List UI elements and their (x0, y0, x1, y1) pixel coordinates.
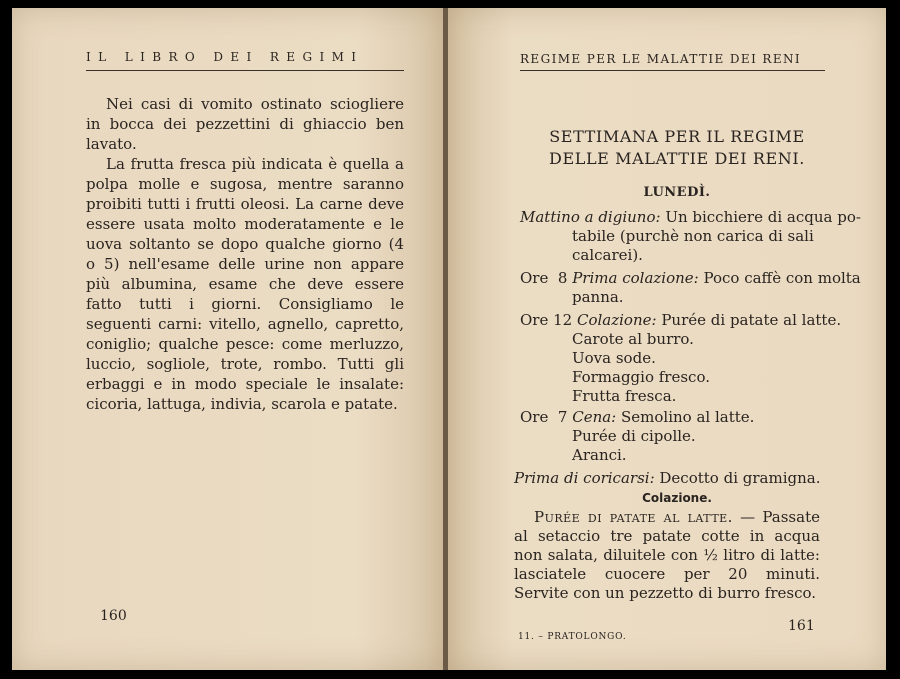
meal-ore-7 (520, 408, 754, 427)
header-rule-left (86, 70, 404, 71)
meal-ore-8 (520, 269, 861, 288)
meal-ore-8-cont: panna. (572, 288, 624, 306)
paragraph: Nei casi di vomito ostinato sciogliere in bocca dei pezzettini di ghiaccio ben lavato. (86, 95, 404, 153)
meal-time: Ore 8 (520, 269, 568, 287)
meal-label: Prima colazione: (572, 269, 699, 287)
paragraph: La frutta fresca più indicata è quella a polpa molle e sugosa, mentre saranno proibiti tutti i frutti oleosi. La carne deve essere usata molto moderatamente e le uova soltanto se dopo qualche giorno (4 o 5) nell'esame delle urine non appare più albumina, esame che deve essere fatto tutti i giorni. Consigliamo le seguenti carni: vitello, agnello, capretto, coniglio; qualche pesce: come merluzzo, luccio, sogliole, trote, rombo. Tutti gli erbaggi e in modo speciale le insalate: cicoria, lattuga, indivia, scarola e patate. (86, 155, 404, 413)
menu-item: Semolino al latte. (621, 408, 755, 426)
day-heading: LUNEDÌ. (643, 185, 711, 200)
header-rule-right (520, 70, 825, 71)
running-header-left: IL LIBRO DEI REGIMI (86, 50, 364, 64)
meal-label: Cena: (572, 408, 617, 426)
printer-signature: 11. – PRATOLONGO. (518, 632, 627, 642)
meal-label: Mattino a digiuno: (520, 208, 661, 226)
menu-item: Purée di cipolle. (572, 427, 696, 445)
meal-text: Decotto di gramigna. (659, 469, 821, 487)
recipe-section-heading: Colazione. (642, 491, 712, 505)
menu-item: Frutta fresca. (572, 387, 677, 405)
recipe-body: — Passate al setaccio tre patate cotte in acqua non salata, diluitele con ½ litro di latte: lasciatele cuocere per 20 minuti. Servite con un pezzetto di burro fresco. (514, 508, 820, 602)
meal-ore-12 (520, 311, 841, 330)
meal-label: Colazione: (576, 311, 657, 329)
recipe-text (514, 508, 820, 603)
meal-time: Ore 12 (520, 311, 573, 329)
right-page (448, 8, 886, 670)
meal-mattino-cont: tabile (purchè non carica di sali (572, 227, 814, 245)
menu-item: Aranci. (572, 446, 627, 464)
running-header-right: REGIME PER LE MALATTIE DEI RENI (520, 52, 802, 66)
meal-coricarsi (514, 469, 820, 488)
meal-text: Un bicchiere di acqua po- (665, 208, 861, 226)
menu-item: Carote al burro. (572, 330, 694, 348)
left-page (12, 8, 443, 670)
meal-mattino-cont: calcarei). (572, 246, 643, 264)
body-text-left (86, 94, 404, 414)
book-spread (12, 8, 886, 670)
menu-item: Uova sode. (572, 349, 656, 367)
meal-time: Ore 7 (520, 408, 568, 426)
page-number-left: 160 (100, 608, 127, 624)
title-line: SETTIMANA PER IL REGIME (549, 127, 805, 146)
menu-item: Formaggio fresco. (572, 368, 710, 386)
menu-item: Purée di patate al latte. (661, 311, 842, 329)
recipe-title: Purée di patate al latte. (534, 508, 733, 526)
meal-text: Poco caffè con molta (703, 269, 861, 287)
page-number-right: 161 (788, 618, 815, 634)
meal-mattino (520, 208, 861, 227)
title-line: DELLE MALATTIE DEI RENI. (549, 149, 805, 168)
meal-label: Prima di coricarsi: (514, 469, 655, 487)
section-title (512, 126, 842, 170)
